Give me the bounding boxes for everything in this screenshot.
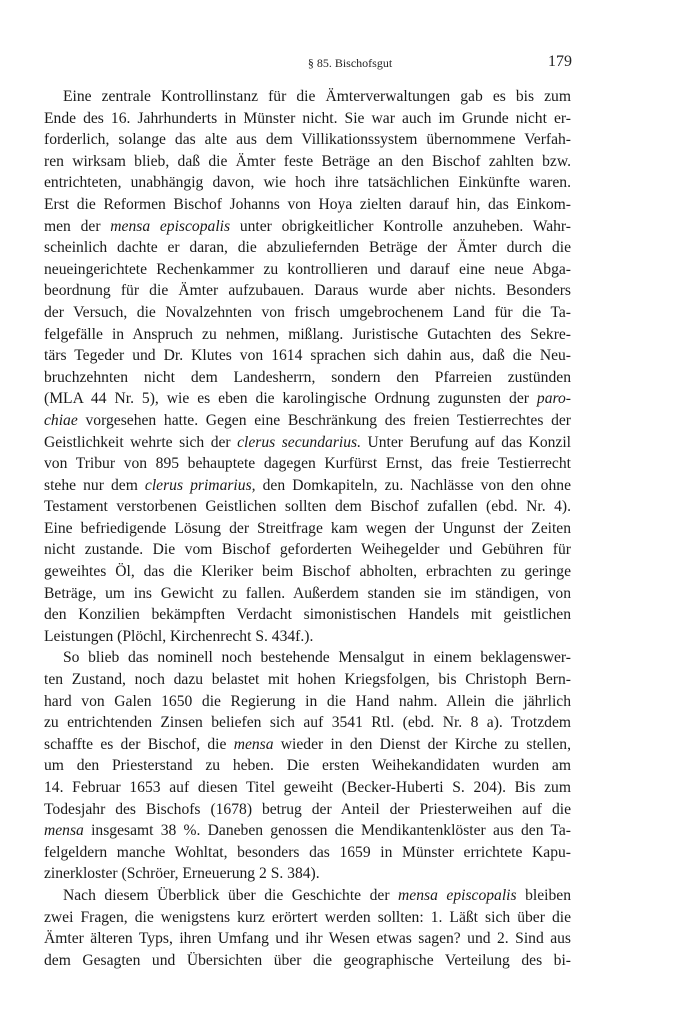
text-line [44, 626, 571, 648]
text-line [44, 820, 571, 842]
text-run: Nach diesem Überblick über die Geschichte der [63, 886, 399, 904]
italic-term: chiae [44, 411, 78, 429]
text-run: zwei Fragen, die wenigstens kurz erörtert werden sollten: 1. Läßt sich über die [44, 908, 571, 926]
text-run: neueingerichtete Rechenkammer zu kontrollieren und darauf eine neue Abga- [44, 260, 571, 278]
italic-term: mensa [233, 735, 274, 753]
text-run: Unter Berufung auf das Konzil [361, 433, 572, 451]
text-run: felgefälle in Anspruch zu nehmen, mißlang. Juristische Gutachten des Sekre- [44, 325, 571, 343]
text-line [44, 410, 571, 432]
italic-term: mensa episcopalis [398, 886, 517, 904]
text-run: Eine zentrale Kontrollinstanz für die Ämterverwaltungen gab es bis zum [63, 88, 571, 105]
text-run: ten Zustand, noch dazu belastet mit hohen Kriegsfolgen, bis Christoph Bern- [44, 671, 571, 689]
text-run: scheinlich dachte er daran, die abzuliefernden Beträge der Ämter durch die [44, 239, 571, 257]
text-run: um den Priesterstand zu heben. Die ersten Weihekandidaten wurden am [44, 757, 571, 775]
text-run: Erst die Reformen Bischof Johanns von Hoya zielten darauf hin, das Einkom- [44, 195, 571, 213]
text-line [44, 216, 571, 238]
text-line [44, 172, 571, 194]
text-run: tärs Tegeder und Dr. Klutes von 1614 sprachen sich dahin aus, daß die Neu- [44, 347, 571, 365]
text-line [44, 518, 571, 540]
text-line [44, 237, 571, 259]
text-line [44, 496, 571, 518]
text-run: hard von Galen 1650 die Regierung in die Hand nahm. Allein die jährlich [44, 692, 571, 710]
text-run: bleiben [516, 886, 571, 904]
text-line [44, 453, 571, 475]
body-text [44, 86, 571, 971]
text-line [44, 712, 571, 734]
text-line [44, 907, 571, 929]
text-line [44, 734, 571, 756]
text-line [44, 863, 571, 885]
text-line [44, 324, 571, 346]
text-line [44, 129, 571, 151]
text-run: der Versuch, die Novalzehnten von frisch umgebrochenem Land für die Ta- [44, 303, 571, 321]
text-line [44, 86, 571, 108]
text-line [44, 432, 571, 454]
italic-term: paro- [536, 390, 571, 408]
italic-term: mensa episcopalis [110, 217, 231, 235]
text-run: den Konzilien bekämpften Verdacht simonistischen Handels mit geistlichen [44, 606, 571, 624]
text-line [44, 669, 571, 691]
text-run: forderlich, solange das alte aus dem Villikationssystem übernommene Verfah- [44, 131, 571, 149]
text-line [44, 799, 571, 821]
text-run: ren wirksam blieb, daß die Ämter feste Beträge an den Bischof zahlten bzw. [44, 152, 571, 170]
text-line [44, 604, 571, 626]
text-line [44, 539, 571, 561]
text-run: entrichteten, unabhängig davon, wie hoch ihre tatsächlichen Einkünfte waren. [44, 174, 571, 192]
text-line [44, 561, 571, 583]
text-line [44, 475, 571, 497]
text-line [44, 885, 571, 907]
running-head [0, 53, 700, 73]
text-line [44, 583, 571, 605]
text-run: Beträge, um ins Gewicht zu fallen. Außerdem standen sie im ständigen, von [44, 584, 571, 602]
section-title: § 85. Bischofsgut [307, 56, 393, 70]
text-run: Ämter älteren Typs, ihren Umfang und ihr Wesen etwas sagen? und 2. Sind aus [44, 930, 571, 948]
text-line [44, 647, 571, 669]
text-line [44, 755, 571, 777]
text-run: von Tribur von 895 behauptete dagegen Kurfürst Ernst, das freie Testierrecht [44, 455, 571, 473]
text-line [44, 151, 571, 173]
italic-term: clerus primarius, [144, 476, 256, 494]
text-line [44, 691, 571, 713]
text-line [44, 108, 571, 130]
text-run: felgeldern manche Wohltat, besonders das 1659 in Münster errichtete Kapu- [44, 843, 571, 861]
text-run: Geistlichkeit wehrte sich der [44, 433, 238, 451]
text-run: insgesamt 38 %. Daneben genossen die Mendikantenklöster aus den Ta- [83, 822, 571, 840]
text-run: stehe nur dem [44, 476, 145, 494]
italic-term: mensa [44, 822, 84, 840]
text-run: geweihtes Öl, das die Kleriker beim Bischof abholten, erbrachten zu geringe [44, 563, 571, 581]
text-run: wieder in den Dienst der Kirche zu stellen, [273, 735, 571, 753]
text-line [44, 777, 571, 799]
text-line [44, 950, 571, 972]
text-line [44, 367, 571, 389]
text-line [44, 302, 571, 324]
text-line [44, 842, 571, 864]
text-run: Testament verstorbenen Geistlichen sollten dem Bischof zufallen (ebd. Nr. 4). [44, 498, 571, 516]
text-line [44, 259, 571, 281]
text-run: 14. Februar 1653 auf diesen Titel geweiht (Becker-Huberti S. 204). Bis zum [44, 779, 571, 796]
text-line [44, 345, 571, 367]
text-run: vorgesehen hatte. Gegen eine Beschränkung des freien Testierrechtes der [77, 411, 571, 429]
text-run: Ende des 16. Jahrhunderts in Münster nicht. Sie war auch im Grunde nicht er- [44, 109, 571, 127]
text-run: So blieb das nominell noch bestehende Mensalgut in einem beklagenswer- [63, 649, 571, 667]
text-run: unter obrigkeitlicher Kontrolle anzuheben. Wahr- [230, 217, 571, 235]
italic-term: clerus secundarius. [237, 433, 361, 451]
text-run: den Domkapiteln, zu. Nachlässe von den ohne [255, 476, 571, 494]
text-line [44, 928, 571, 950]
text-line [44, 194, 571, 216]
text-line [44, 388, 571, 410]
page-number: 179 [548, 53, 572, 70]
text-run: Todesjahr des Bischofs (1678) betrug der Anteil der Priesterweihen auf die [44, 800, 571, 818]
text-run: nicht zustande. Die vom Bischof geforderten Weihegelder und Gebühren für [44, 541, 571, 559]
text-run: beordnung für die Ämter aufzubauen. Daraus wurde aber nichts. Besonders [44, 282, 571, 300]
text-run: zinerkloster (Schröer, Erneuerung 2 S. 384). [44, 865, 320, 883]
text-run: Eine befriedigende Lösung der Streitfrage kam wegen der Ungunst der Zeiten [44, 519, 571, 537]
text-run: men der [44, 217, 111, 235]
text-run: schaffte es der Bischof, die [44, 735, 234, 753]
text-run: dem Gesagten und Übersichten über die geographische Verteilung des bi- [44, 951, 571, 969]
text-line [44, 280, 571, 302]
text-run: zu entrichtenden Zinsen beliefen sich auf 3541 Rtl. (ebd. Nr. 8 a). Trotzdem [44, 714, 571, 732]
text-run: Leistungen (Plöchl, Kirchenrecht S. 434f.). [44, 627, 314, 645]
text-run: (MLA 44 Nr. 5), wie es eben die karolingische Ordnung zugunsten der [44, 390, 537, 408]
text-run: bruchzehnten nicht dem Landesherrn, sondern den Pfarreien zustünden [44, 368, 571, 386]
